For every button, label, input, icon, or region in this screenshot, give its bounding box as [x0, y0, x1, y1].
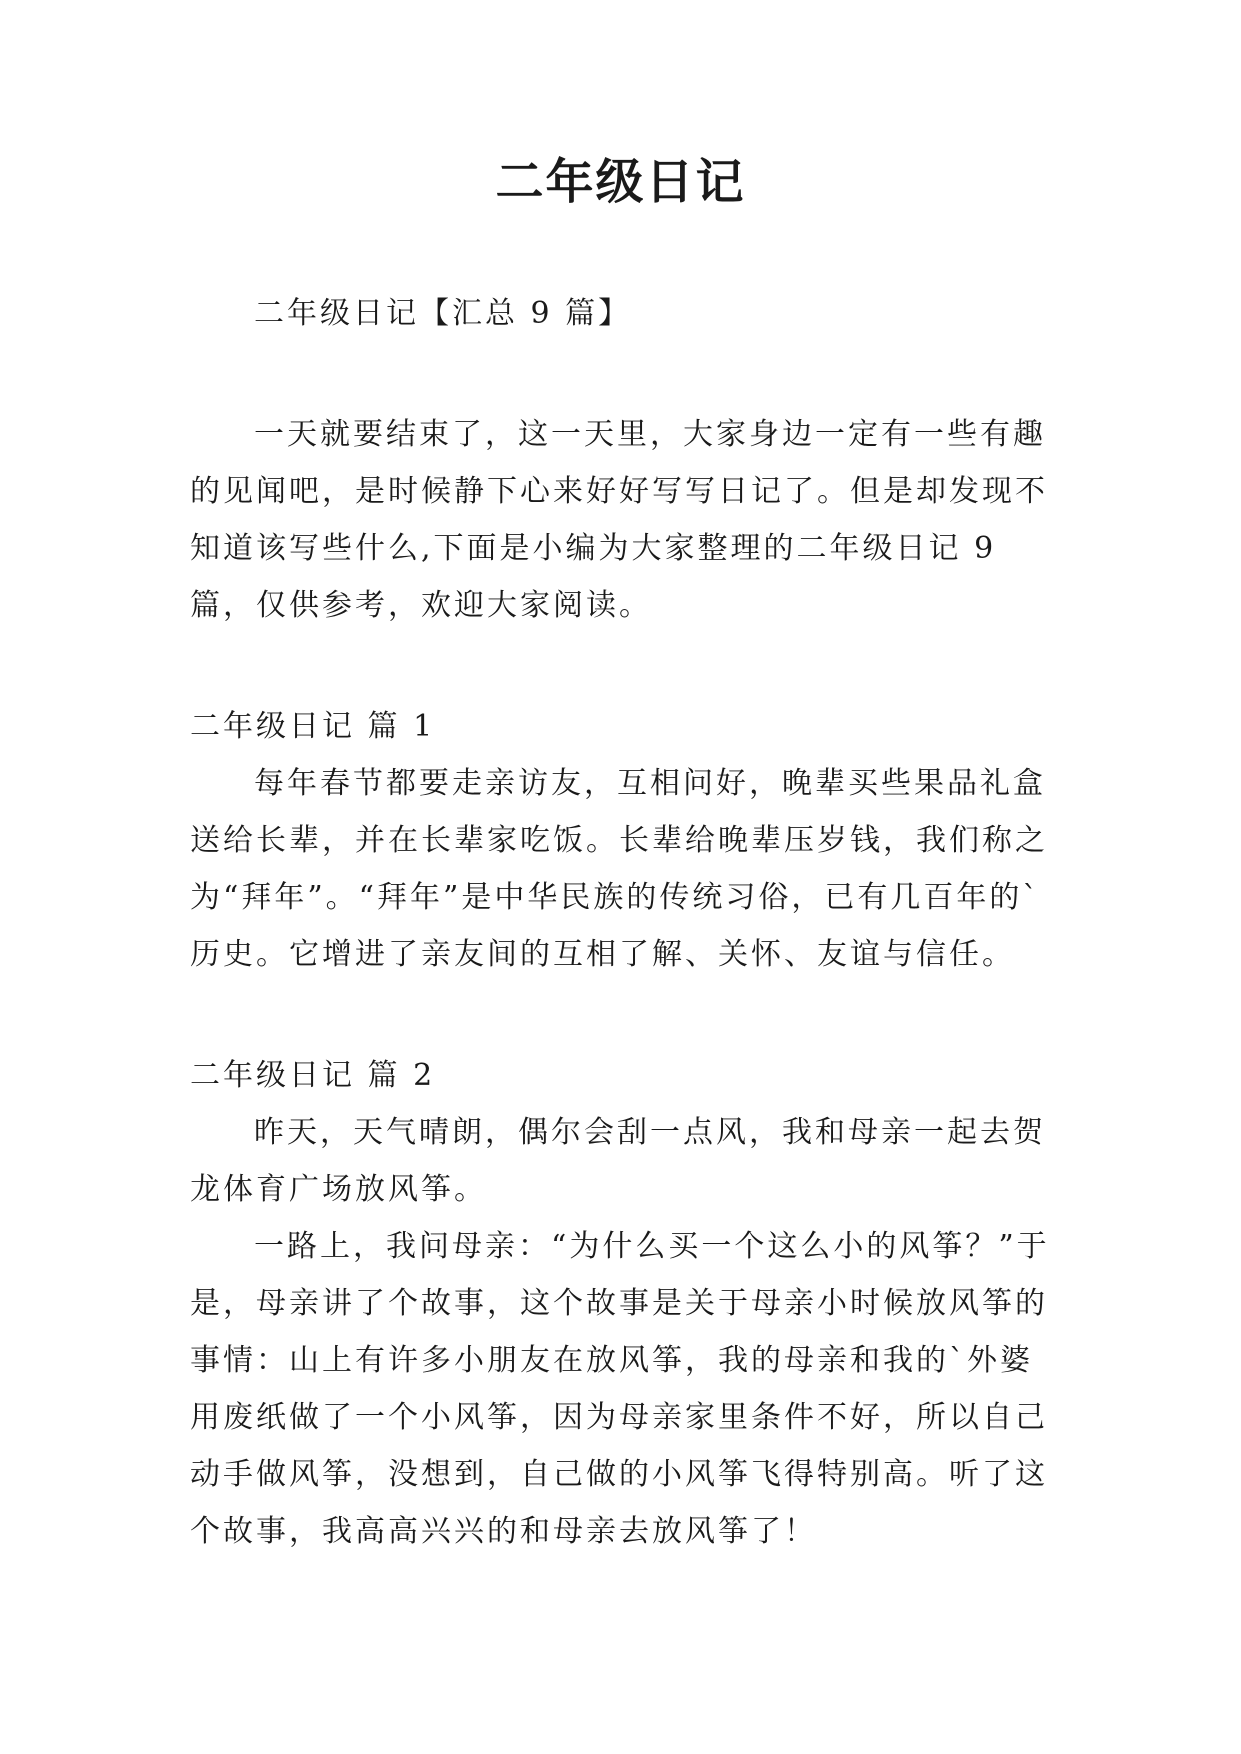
section-2-paragraph-1: 昨天，天气晴朗，偶尔会刮一点风，我和母亲一起去贺龙体育广场放风筝。 [190, 1115, 1046, 1207]
section-2-paragraph-2: 一路上，我问母亲：“为什么买一个这么小的风筝？”于是，母亲讲了个故事，这个故事是关于母亲小时候放风筝的事情：山上有许多小朋友在放风筝，我的母亲和我的`外婆用废纸做了一个小风筝，因为母亲家里条件不好，所以自己动手做风筝，没想到，自己做的小风筝飞得特别高。听了这个故事，我高高兴兴的和母亲去放风筝了！ [190, 1229, 1050, 1549]
document-body [190, 285, 1050, 1560]
section-heading-2: 二年级日记 篇 2 [190, 1058, 436, 1093]
section-1-paragraph-1: 每年春节都要走亲访友，互相问好，晚辈买些果品礼盒送给长辈，并在长辈家吃饭。长辈给晚辈压岁钱，我们称之为“拜年”。“拜年”是中华民族的传统习俗，已有几百年的`历史。它增进了亲友间的互相了解、关怀、友谊与信任。 [190, 766, 1048, 972]
intro-paragraph: 一天就要结束了，这一天里，大家身边一定有一些有趣的见闻吧，是时候静下心来好好写写日记了。但是却发现不知道该写些什么,下面是小编为大家整理的二年级日记 9 篇，仅供参考，欢迎大家阅读。 [190, 417, 1048, 623]
document-subtitle: 二年级日记【汇总 9 篇】 [254, 296, 632, 331]
document-title: 二年级日记 [495, 154, 746, 210]
section-heading-1: 二年级日记 篇 1 [190, 709, 436, 744]
